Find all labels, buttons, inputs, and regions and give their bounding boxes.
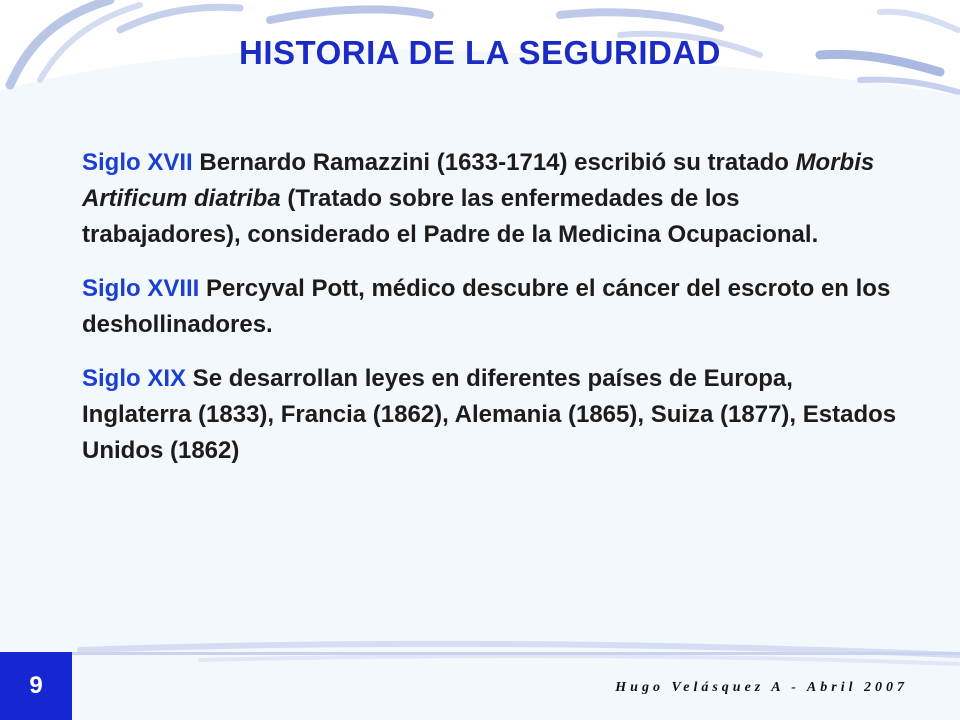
slide-title: HISTORIA DE LA SEGURIDAD [239,34,721,71]
paragraph-siglo-xix [82,361,897,469]
footer-credit: Hugo Velásquez A - Abril 2007 [615,680,908,695]
paragraph-siglo-xvii [82,145,897,253]
century-label: Siglo XVII [82,149,193,176]
paragraph-text: (Tratado sobre las enfermedades de los trabajadores), considerado el Padre de la Medicina Ocupacional. [82,185,819,248]
footer-divider [72,652,960,655]
paragraph-siglo-xviii [82,271,897,343]
page-number-badge [0,652,72,720]
paragraph-text: Se desarrollan leyes en diferentes países de Europa, Inglaterra (1833), Francia (1862), Alemania (1865), Suiza (1877), Estados Unidos (1862) [82,365,897,464]
century-label: Siglo XIX [82,365,187,392]
paragraph-text: Bernardo Ramazzini (1633-1714) escribió su tratado [192,149,796,176]
page-number: 9 [29,672,43,699]
slide-body [82,145,897,487]
book-title: Morbis Artificum diatriba [82,149,875,212]
paragraph-text: Percyval Pott, médico descubre el cáncer del escroto en los deshollinadores. [82,275,891,338]
footer-swoosh-decoration [0,620,960,680]
century-label: Siglo XVIII [82,275,200,302]
